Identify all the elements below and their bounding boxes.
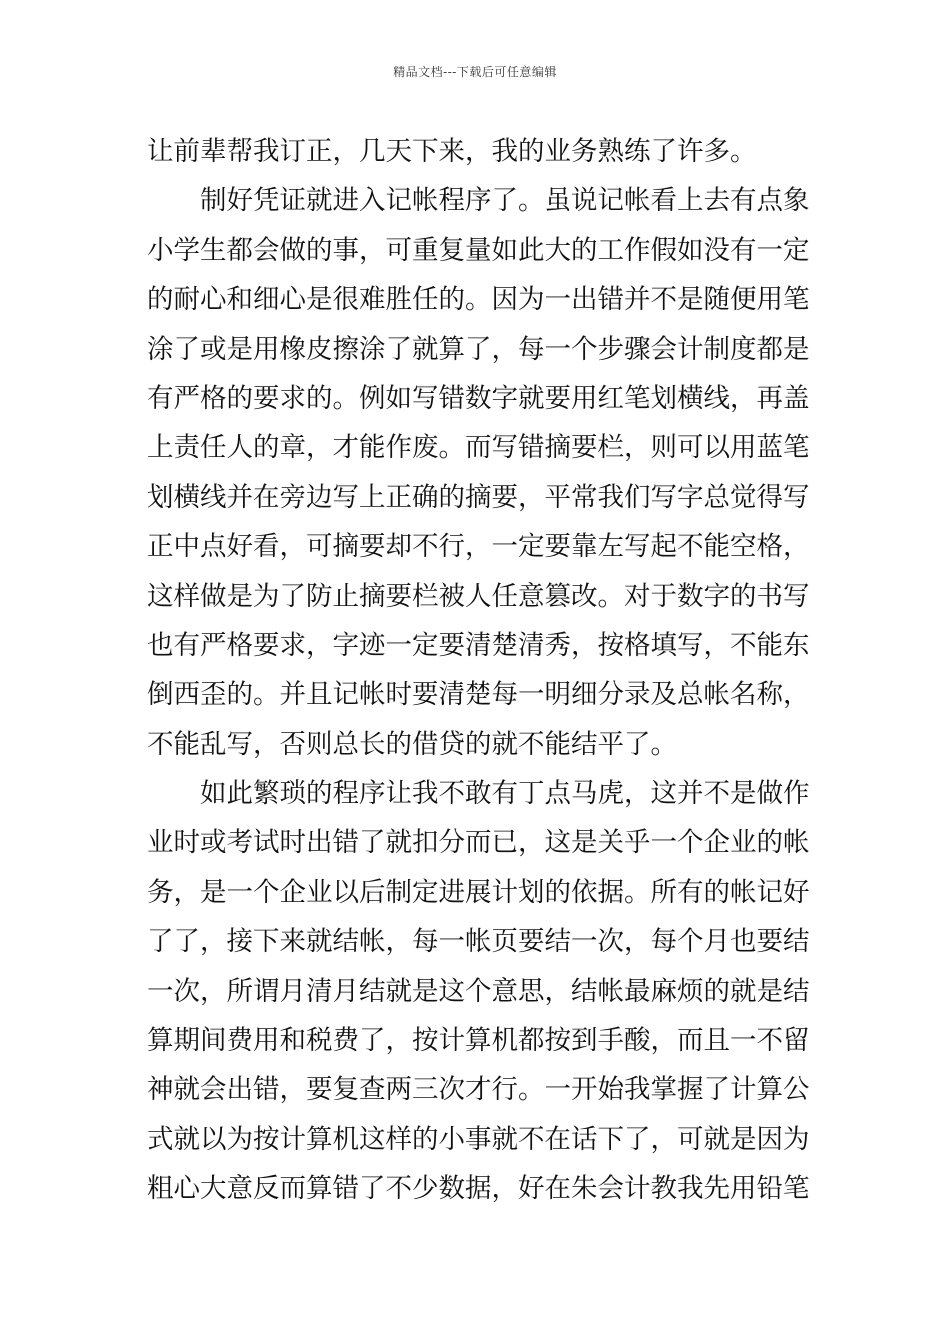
text-line: 不能乱写，否则总长的借贷的就不能结平了。 <box>147 728 677 760</box>
text-line: 业时或考试时出错了就扣分而已，这是关乎一个企业的帐 <box>147 827 810 859</box>
body-text <box>147 127 810 1214</box>
text-line: 上责任人的章，才能作废。而写错摘要栏，则可以用蓝笔 <box>147 432 810 464</box>
text-line: 算期间费用和税费了，按计算机都按到手酸，而且一不留 <box>147 1025 810 1057</box>
text-line: 划横线并在旁边写上正确的摘要，平常我们写字总觉得写 <box>147 481 810 513</box>
text-line: 让前辈帮我订正，几天下来，我的业务熟练了许多。 <box>147 136 757 167</box>
text-line: 一次，所谓月清月结就是这个意思，结帐最麻烦的就是结 <box>147 975 810 1007</box>
text-line: 也有严格要求，字迹一定要清楚清秀，按格填写，不能东 <box>147 629 810 661</box>
text-line: 正中点好看，可摘要却不行，一定要靠左写起不能空格， <box>147 531 810 563</box>
text-line: 有严格的要求的。例如写错数字就要用红笔划横线，再盖 <box>147 382 810 414</box>
text-line: 了了，接下来就结帐，每一帐页要结一次，每个月也要结 <box>147 926 810 958</box>
text-line: 务，是一个企业以后制定进展计划的依据。所有的帐记好 <box>147 876 810 908</box>
text-line: 式就以为按计算机这样的小事就不在话下了，可就是因为 <box>147 1123 810 1155</box>
text-line: 涂了或是用橡皮擦涂了就算了，每一个步骤会计制度都是 <box>147 333 810 365</box>
text-line-paragraph-start: 如此繁琐的程序让我不敢有丁点马虎，这并不是做作 <box>200 778 810 810</box>
text-line-paragraph-start: 制好凭证就进入记帐程序了。虽说记帐看上去有点象 <box>200 185 810 217</box>
text-line: 的耐心和细心是很难胜任的。因为一出错并不是随便用笔 <box>147 284 810 316</box>
text-line: 倒西歪的。并且记帐时要清楚每一明细分录及总帐名称， <box>147 679 810 711</box>
text-line: 小学生都会做的事，可重复量如此大的工作假如没有一定 <box>147 234 810 266</box>
text-line: 这样做是为了防止摘要栏被人任意篡改。对于数字的书写 <box>147 580 810 612</box>
text-line: 粗心大意反而算错了不少数据，好在朱会计教我先用铅笔 <box>147 1173 810 1205</box>
text-line: 神就会出错，要复查两三次才行。一开始我掌握了计算公 <box>147 1074 810 1106</box>
page-header: 精品文档---下载后可任意编辑 <box>393 65 557 79</box>
